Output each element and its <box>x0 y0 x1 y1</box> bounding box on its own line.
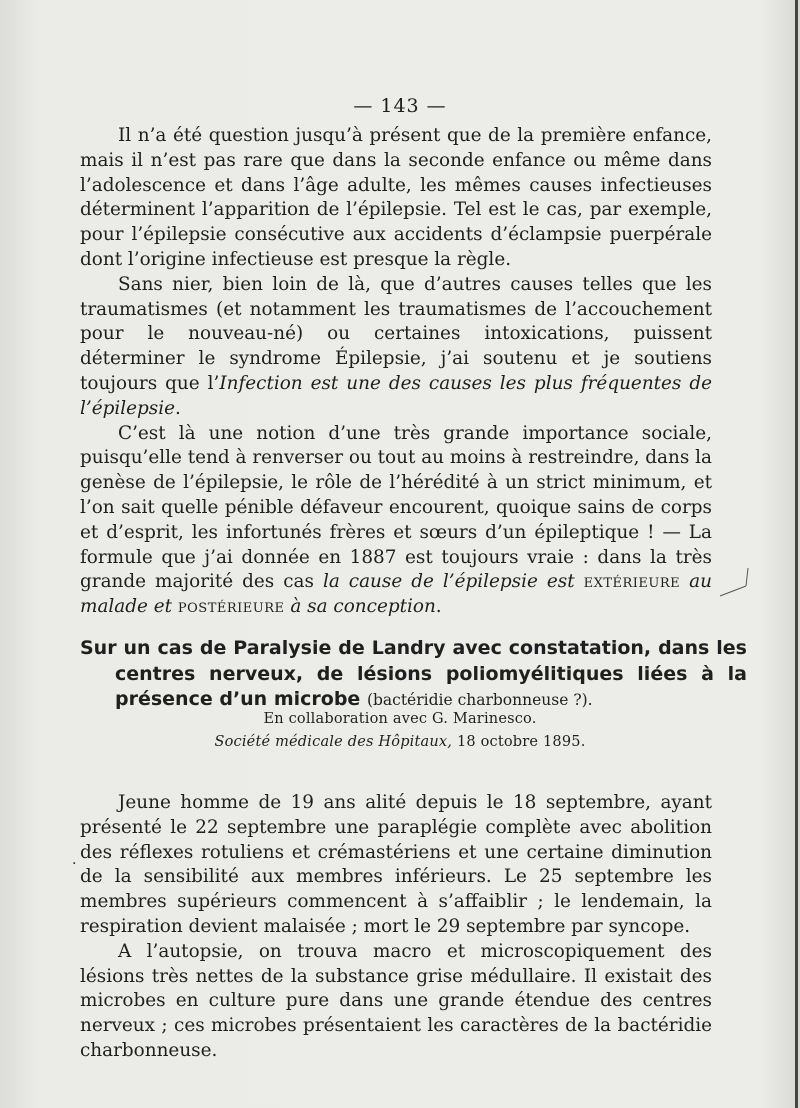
italic-phrase: à sa conception <box>290 596 436 618</box>
paragraph: Jeune homme de 19 ans alité depuis le 18 septembre, ayant présenté le 22 septembre une paraplégie complète avec abolition des réflexes rotuliens et crémastériens et une certaine diminution de la sensibilité aux membres inférieurs. Le 25 septembre les membres supérieurs commencent à s’affaiblir ; le lendemain, la respiration devient malaisée ; mort le 29 septembre par syncope. <box>80 792 712 937</box>
italic-phrase: la cause de l’épilepsie est <box>322 571 575 593</box>
italic-phrase: au malade et <box>80 571 712 618</box>
publication-date: 18 octobre 1895. <box>456 734 586 750</box>
collaboration-note: En collaboration avec G. Marinesco. <box>263 711 537 727</box>
section-epilepsy <box>80 124 712 620</box>
paragraph: Il n’a été question jusqu’à présent que de la première enfance, mais il n’est pas rare que dans la seconde enfance ou même dans l’adolescence et dans l’âge adulte, les mêmes causes infectieuses déterminent l’apparition de l’épilepsie. Tel est le cas, par exemple, pour l’épilepsie consécutive aux accidents d’éclampsie puerpérale dont l’origine infectieuse est presque la règle. <box>80 125 712 270</box>
publication-source <box>0 734 800 750</box>
smallcaps-word: extérieure <box>583 571 681 593</box>
section-landry-case <box>80 791 712 1064</box>
article-title: Sur un cas de Paralysie de Landry avec constatation, dans les centres nerveux, de lésions poliomyélitiques liées à la présence d’un microbe (bactéridie charbonneuse ?). <box>80 637 747 710</box>
source-name: Société médicale des Hôpitaux, <box>214 734 453 750</box>
page-number: — 143 — <box>353 95 447 117</box>
smallcaps-word: postérieure <box>177 596 285 618</box>
page-edge-shadow <box>795 0 798 1108</box>
italic-phrase: Infection est une des causes les plus fréquentes de l’épilepsie <box>80 372 713 419</box>
article-title-suffix: (bactéridie charbonneuse ?). <box>366 691 593 709</box>
margin-pencil-mark <box>718 566 752 598</box>
margin-dot: · <box>72 856 77 872</box>
paragraph: Sans nier, bien loin de là, que d’autres causes telles que les traumatismes (et notamment les traumatismes de l’accouchement pour le nouveau-né) ou certaines intoxications, puissent déterminer le syndrome Épilepsie, j’ai soutenu et je soutiens toujours que l’Infection est une des causes les plus fréquentes de l’épilepsie. <box>80 273 713 419</box>
paragraph: A l’autopsie, on trouva macro et microscopiquement des lésions très nettes de la substance grise médullaire. Il existait des microbes en culture pure dans une grande étendue des centres nerveux ; ces microbes présentaient les caractères de la bactéridie charbonneuse. <box>80 940 712 1061</box>
paragraph: C’est là une notion d’une très grande importance sociale, puisqu’elle tend à renverser ou tout au moins à restreindre, dans la genèse de l’épilepsie, le rôle de l’hérédité à un strict minimum, et l’on sait quelle pénible défaveur encourent, quoique sains de corps et d’esprit, les infortunés frères et sœurs d’un épileptique ! — La formule que j’ai donnée en 1887 est toujours vraie : dans la très grande majorité des cas la cause de l’épilepsie est extérieure au malade et postérieure à sa conception. <box>80 422 712 618</box>
